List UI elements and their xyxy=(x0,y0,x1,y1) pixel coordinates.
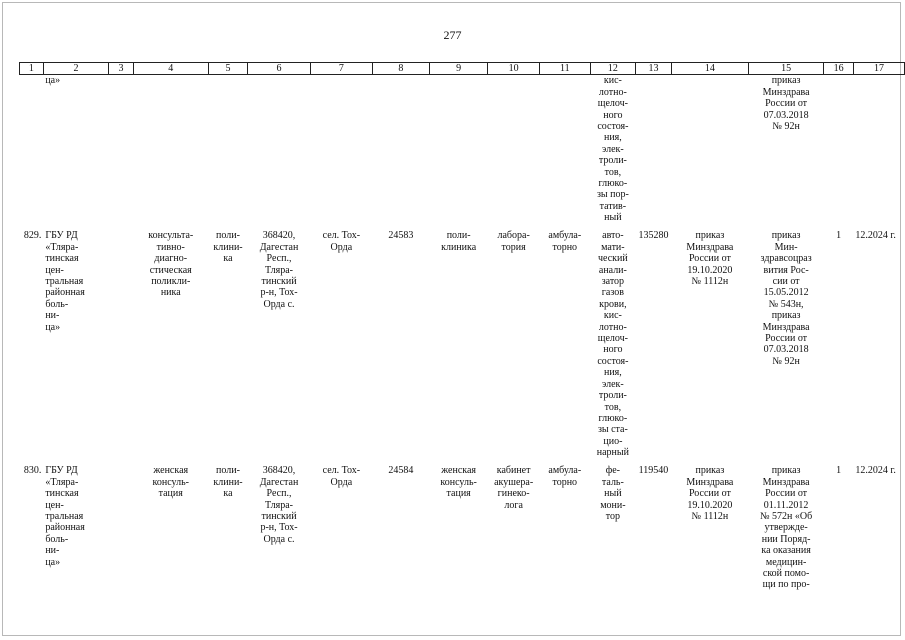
order-cell: приказ Минздрава России от 07.03.2018 № 92н xyxy=(762,75,810,133)
column-header: 2 xyxy=(43,63,108,75)
table-cell xyxy=(109,75,134,231)
table-cell xyxy=(539,75,590,231)
table-row xyxy=(20,230,905,465)
column-header: 12 xyxy=(590,63,635,75)
address-cell: 368420, Дагестан Респ., Тляра- тинский р-н, Тох- Орда с. xyxy=(259,230,299,310)
locality-cell xyxy=(310,75,372,231)
code-cell: 119540 xyxy=(638,465,669,477)
column-header: 15 xyxy=(748,63,823,75)
column-header: 16 xyxy=(824,63,854,75)
order-cell: приказ Минздрава России от 19.10.2020 № 1112н xyxy=(686,230,734,288)
organization-cell: ца» xyxy=(45,75,61,87)
code-cell: 24583 xyxy=(388,230,414,242)
subdivision-cell xyxy=(133,75,208,231)
order-cell xyxy=(671,75,748,231)
code-cell: 24584 xyxy=(388,465,414,477)
order-cell: приказ Минздрава России от 01.11.2012 № 572н «Об утвержде- нии Поряд- ка оказания медицин- ской помо- щи по про- xyxy=(760,465,813,591)
order-cell: приказ Минздрава России от 19.10.2020 № 1112н xyxy=(686,465,734,523)
table-cell: амбула- торно xyxy=(548,230,582,253)
column-header: 11 xyxy=(539,63,590,75)
subdivision-cell: женская консуль- тация xyxy=(152,465,189,500)
quantity-cell: 1 xyxy=(836,465,842,477)
table-cell: поли- клини- ка xyxy=(213,465,243,500)
address-cell: 368420, Дагестан Респ., Тляра- тинский р-н, Тох- Орда с. xyxy=(259,465,299,545)
table-cell: лабора- тория xyxy=(497,230,530,253)
column-header: 9 xyxy=(429,63,488,75)
table-cell xyxy=(488,75,539,231)
table-row xyxy=(20,75,905,231)
code-cell xyxy=(636,75,672,231)
table-cell: поли- клиника xyxy=(441,230,477,253)
column-header: 17 xyxy=(853,63,904,75)
organization-cell: ГБУ РД «Тляра- тинская цен- тральная районная боль- ни- ца» xyxy=(45,230,85,333)
address-cell xyxy=(248,75,310,231)
table-cell xyxy=(109,230,134,465)
column-header: 14 xyxy=(671,63,748,75)
organization-cell: ГБУ РД «Тляра- тинская цен- тральная районная боль- ни- ца» xyxy=(45,465,85,568)
quantity-cell xyxy=(824,75,854,231)
column-header: 6 xyxy=(248,63,310,75)
row-number-cell xyxy=(20,75,44,231)
row-number-cell: 829. xyxy=(23,230,42,242)
table-row xyxy=(20,465,905,590)
subdivision-cell: консульта- тивно- диагно- стическая поликли- ника xyxy=(148,230,194,299)
column-header: 7 xyxy=(310,63,372,75)
equipment-cell: авто- мати- ческий анали- затор газов крови, кис- лотно- щелоч- ного состоя- ния, элек- троли- тов, глюко- зы ста- цио- нарный xyxy=(596,230,629,459)
column-header: 10 xyxy=(488,63,539,75)
quantity-cell: 1 xyxy=(836,230,842,242)
table-cell: поли- клини- ка xyxy=(213,230,243,265)
table-cell: кабинет акушера- гинеко- лога xyxy=(494,465,534,511)
order-cell: приказ Мин- здравсоцраз вития Рос- сии от 15.05.2012 № 543н, приказ Минздрава России от 07.03.2018 № 92н xyxy=(760,230,812,367)
column-header: 5 xyxy=(208,63,248,75)
data-table xyxy=(19,62,905,591)
column-header: 8 xyxy=(372,63,429,75)
table-cell xyxy=(109,465,134,590)
date-cell xyxy=(853,75,904,231)
column-header: 3 xyxy=(109,63,134,75)
column-header: 13 xyxy=(636,63,672,75)
locality-cell: сел. Тох- Орда xyxy=(322,465,361,488)
locality-cell: сел. Тох- Орда xyxy=(322,230,361,253)
table-cell: амбула- торно xyxy=(548,465,582,488)
header-row xyxy=(20,63,905,75)
equipment-cell: фе- таль- ный мони- тор xyxy=(600,465,626,523)
column-header: 4 xyxy=(133,63,208,75)
code-cell: 135280 xyxy=(638,230,669,242)
table-cell xyxy=(208,75,248,231)
date-cell: 12.2024 г. xyxy=(855,465,896,477)
column-header: 1 xyxy=(20,63,44,75)
row-number-cell: 830. xyxy=(23,465,42,477)
code-cell xyxy=(372,75,429,231)
table-cell: женская консуль- тация xyxy=(440,465,477,500)
page-number: 277 xyxy=(443,28,462,42)
date-cell: 12.2024 г. xyxy=(855,230,896,242)
equipment-cell: кис- лотно- щелоч- ного состоя- ния, элек- троли- тов, глюко- зы пор- татив- ный xyxy=(596,75,629,224)
table-cell xyxy=(429,75,488,231)
